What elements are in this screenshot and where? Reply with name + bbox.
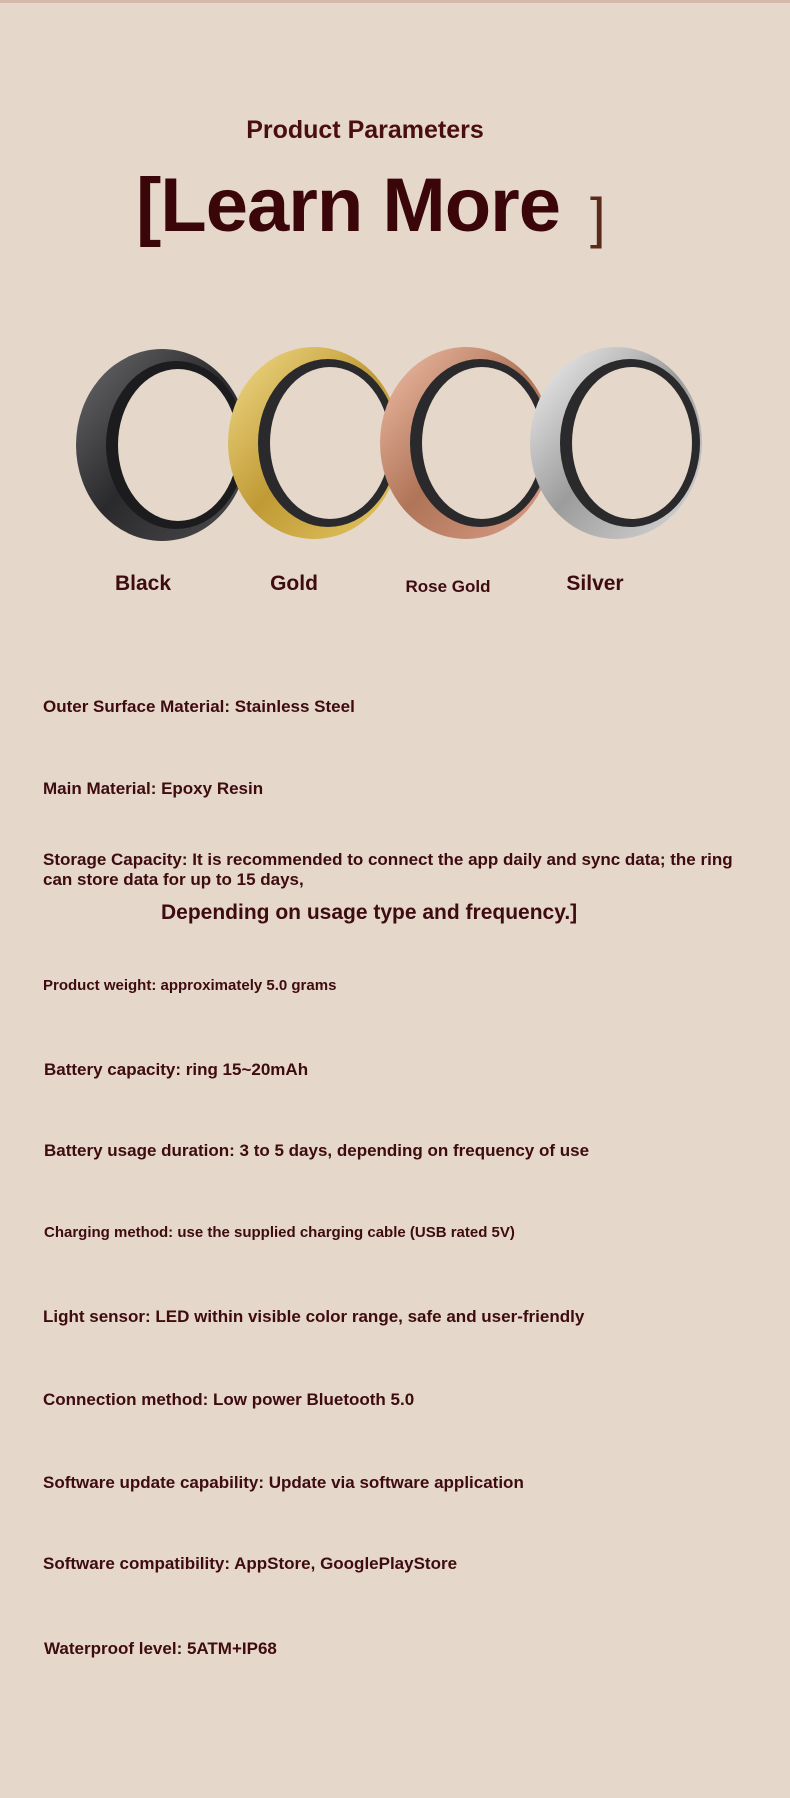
top-border <box>0 0 790 3</box>
spec-waterproof-level: Waterproof level: 5ATM+IP68 <box>44 1639 277 1658</box>
ring-label-silver: Silver <box>566 572 624 595</box>
ring-label-black: Black <box>114 572 172 595</box>
spec-outer-surface-material: Outer Surface Material: Stainless Steel <box>43 697 355 716</box>
ring-black <box>76 349 248 541</box>
rings-image <box>70 335 710 555</box>
spec-battery-capacity: Battery capacity: ring 15~20mAh <box>44 1060 309 1079</box>
ring-label-gold: Gold <box>270 572 318 595</box>
spec-storage-note: Depending on usage type and frequency.] <box>161 901 578 924</box>
spec-battery-duration: Battery usage duration: 3 to 5 days, depending on frequency of use <box>44 1141 590 1160</box>
spec-software-update: Software update capability: Update via software application <box>43 1473 524 1492</box>
spec-light-sensor: Light sensor: LED within visible color range, safe and user-friendly <box>43 1307 585 1326</box>
spec-connection-method: Connection method: Low power Bluetooth 5.0 <box>43 1390 415 1409</box>
spec-charging-method: Charging method: use the supplied charging cable (USB rated 5V) <box>44 1224 515 1241</box>
ring-gold <box>228 347 400 539</box>
page-title: Product Parameters <box>246 116 484 144</box>
learn-more-close-bracket: ] <box>590 186 606 249</box>
learn-more-link[interactable]: [Learn More <box>136 163 560 248</box>
spec-product-weight: Product weight: approximately 5.0 grams <box>43 977 337 994</box>
ring-rose-gold <box>380 347 552 539</box>
ring-label-rose-gold: Rose Gold <box>405 577 491 596</box>
ring-silver <box>530 347 702 539</box>
spec-main-material: Main Material: Epoxy Resin <box>43 779 264 798</box>
spec-software-compatibility: Software compatibility: AppStore, GooglePlayStore <box>43 1554 458 1573</box>
spec-storage-capacity: Storage Capacity: It is recommended to connect the app daily and sync data; the ring can store data for up to 15 days, <box>43 850 733 889</box>
